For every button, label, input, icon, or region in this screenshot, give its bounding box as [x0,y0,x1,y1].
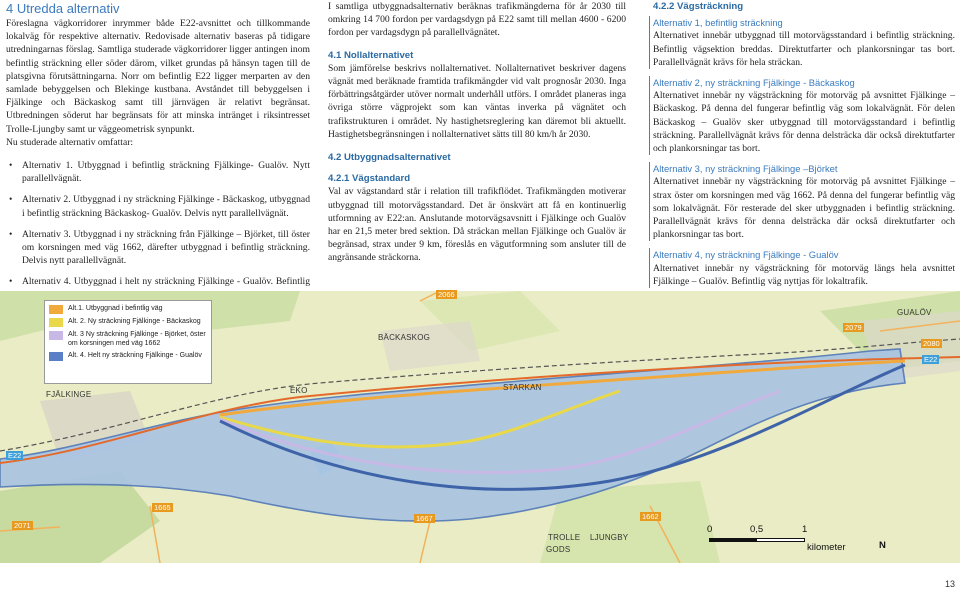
road-tag: 2080 [923,339,940,348]
alternatives-list [6,159,310,302]
legend-label: Alt. 4. Helt ny sträckning Fjälkinge - Gualöv [68,352,202,359]
scale-bar [707,524,886,554]
place-gods: GODS [546,545,571,554]
intro-paragraph: Föreslagna vägkorridorer inrymmer både E22-avsnittet och tillkommande lokalväg för respektive alternativ. Redovisade alternativ baseras på tidigare utredningarnas förslag. Samtliga studerade vägkorridorer ligger antingen inom befintlig sträckning eller söder därom, vilket grundas på hänsyn tagen till de platsgivna förutsättningarna. Norr om befintlig E22 ligger merparten av den samlade bebyggelsen och Blekinge kustbana. Avståndet till bebyggelsen i Fjälkinge och Bäckaskog samt till järnvägen är relativt begränsat. Utbredningen söderut har begränsats för att minska intränget i riksintresset Trolle-Ljungby samt ur väggeometrisk synpunkt. [6,18,310,135]
map-legend [44,300,212,384]
heading-vagstrackning: 4.2.2 Vägsträckning [653,1,744,12]
heading-vagstandard: 4.2.1 Vägstandard [328,173,411,185]
road-tag: 1665 [154,503,171,512]
section-heading: 4 Utredda alternativ [6,1,120,16]
place-backaskog: BÄCKASKOG [378,333,431,342]
alternative-block [649,16,955,69]
vagstandard-paragraph: Val av vägstandard står i relation till trafikflödet. Trafikmängden motiverar utbyggnad till motorvägsstandard. Det är önskvärt att få en kontinuerlig utformning av E22:an. Anslutande motorvägsavsnitt i Fjälkinge och Gualöv har en 21,5 meter bred sektion. Då sträckan mellan Fjälkinge och Gualöv är begränsad, strax under 9 km, föreslås en vägutformning som ansluter till de angränsande sträckorna. [328,186,626,264]
place-eko: EKO [290,386,308,395]
road-tag: E22 [8,451,22,460]
list-item: • Alternativ 3. Utbyggnad i ny sträckning från Fjälkinge – Björket, till öster om korsningen med väg 1662, därefter utbyggnad i befintlig sträckning. Delvis nytt parallellvägnät. [6,228,310,268]
page-number: 13 [944,579,955,589]
road-tag: 1662 [642,512,659,521]
road-tag: E22 [924,355,938,364]
legend-item [49,318,207,327]
legend-label: Alt. 3 Ny sträckning Fjälkinge - Björket, öster om korsningen med väg 1662 [68,331,206,347]
traffic-paragraph: I samtliga utbyggnadsalternativ beräknas trafikmängderna för år 2030 till omkring 14 700 fordon per vardagsdygn på E22 samt till mellan 4600 - 6200 fordon per vardagsdygn på parallellvägnätet. [328,1,626,39]
road-tag: 2066 [438,290,455,299]
road-tag: 1667 [416,514,433,523]
alternatives-intro: Nu studerade alternativ omfattar: [6,136,134,148]
heading-nollalternativet: 4.1 Nollalternativet [328,49,414,61]
column-right [653,0,955,288]
alternative-title: Alternativ 3, ny sträckning Fjälkinge –Björket [653,163,838,175]
legend-swatch [49,352,63,361]
place-trolle: TROLLE [548,533,581,542]
scale-unit: kilometer [807,542,846,553]
legend-swatch [49,305,63,314]
legend-item [49,352,207,361]
alternative-block [649,162,955,241]
place-starkan: STARKAN [503,383,542,392]
column-middle [328,0,626,265]
alternative-block [649,76,955,155]
alternative-text: Alternativet innebär utbyggnad till motorvägsstandard i befintlig sträckning. Befintlig vägsektion breddas. Direktutfarter och plankorsningar tas bort. Parallellvägnät krävs för hela sträckan. [653,30,955,68]
alternative-text: Alternativet innebär ny vägsträckning för motorväg längs hela avsnittet Fjälkinge – Gualöv. Befintlig väg nyttjas för lokaltrafik. [653,262,955,287]
north-arrow: N [879,540,886,551]
alternative-title: Alternativ 2, ny sträckning Fjälkinge - Bäckaskog [653,77,855,89]
heading-utbyggnadsalternativet: 4.2 Utbyggnadsalternativet [328,152,451,164]
alternative-text: Alternativet innebär ny vägsträckning för motorväg på avsnittet Fjälkinge –Bäckaskog. På denna del fungerar befintlig väg som lokalvägnät. För delen Bäckaskog – Gualöv sker utbyggnad till motorvägsstandard i befintlig sträckning. Parallellvägnät krävs för denna delsträcka där också direktutfarter och plankorsningar tas bort. [653,90,955,155]
alternative-block [649,248,955,288]
list-item: • Alternativ 4. Utbyggnad i helt ny sträckning Fjälkinge - Gualöv. Befintlig [6,275,310,301]
alternative-text: Alternativet innebär ny vägsträckning för motorväg på avsnittet Fjälkinge – strax öster om korsningen med väg 1662. På denna del fungerar befintlig väg som lokalvägnät. För resterade del sker utbyggnaden i befintlig sträckning. Parallellvägnät krävs för denna delsträcka där också direktutfarter och plankorsningar tas bort. [653,176,955,241]
legend-swatch [49,331,63,340]
alternative-title: Alternativ 1, befintlig sträckning [653,17,783,29]
legend-label: Alt. 2. Ny sträckning Fjälkinge - Bäckaskog [68,318,201,325]
legend-item [49,305,207,314]
list-item: • Alternativ 2. Utbyggnad i ny sträckning Fjälkinge - Bäckaskog, utbyggnad i befintlig sträckning Bäckaskog- Gualöv. Delvis nytt parallellvägnät. [6,193,310,219]
legend-label: Alt.1. Utbyggnad i befintlig väg [68,305,163,312]
legend-item [49,331,207,348]
place-gualov: GUALÖV [897,308,932,317]
road-tag: 2071 [14,521,31,530]
legend-swatch [49,318,63,327]
road-tag: 2079 [845,323,862,332]
list-item: • Alternativ 1. Utbyggnad i befintlig sträckning Fjälkinge- Gualöv. Nytt parallellvägnät. [6,159,310,185]
scale-tick: 0,5 [750,524,764,535]
place-ljungby: LJUNGBY [590,533,629,542]
scale-tick: 1 [802,524,808,535]
column-left [6,0,310,310]
scale-tick: 0 [707,524,713,535]
alternative-title: Alternativ 4, ny sträckning Fjälkinge - Gualöv [653,249,839,261]
place-fjalkinge: FJÄLKINGE [46,390,92,399]
scale-bar-graphic [709,538,805,542]
nollalternativ-paragraph: Som jämförelse beskrivs nollalternativet. Nollalternativet beskriver dagens vägnät med beräknade framtida trafikmängder vid valt prognosår 2030. Inga förbättringsåtgärder utöver normalt underhåll utförs. I området planeras inga övriga större vägprojekt som kan väntas inverka på vägnätet och trafikstrukturen i området. Ny hastighetsreglering kan däremot bli aktuellt. Hastighetsbegränsningen i nollalternativet sätts till 80 km/h år 2030. [328,62,626,140]
